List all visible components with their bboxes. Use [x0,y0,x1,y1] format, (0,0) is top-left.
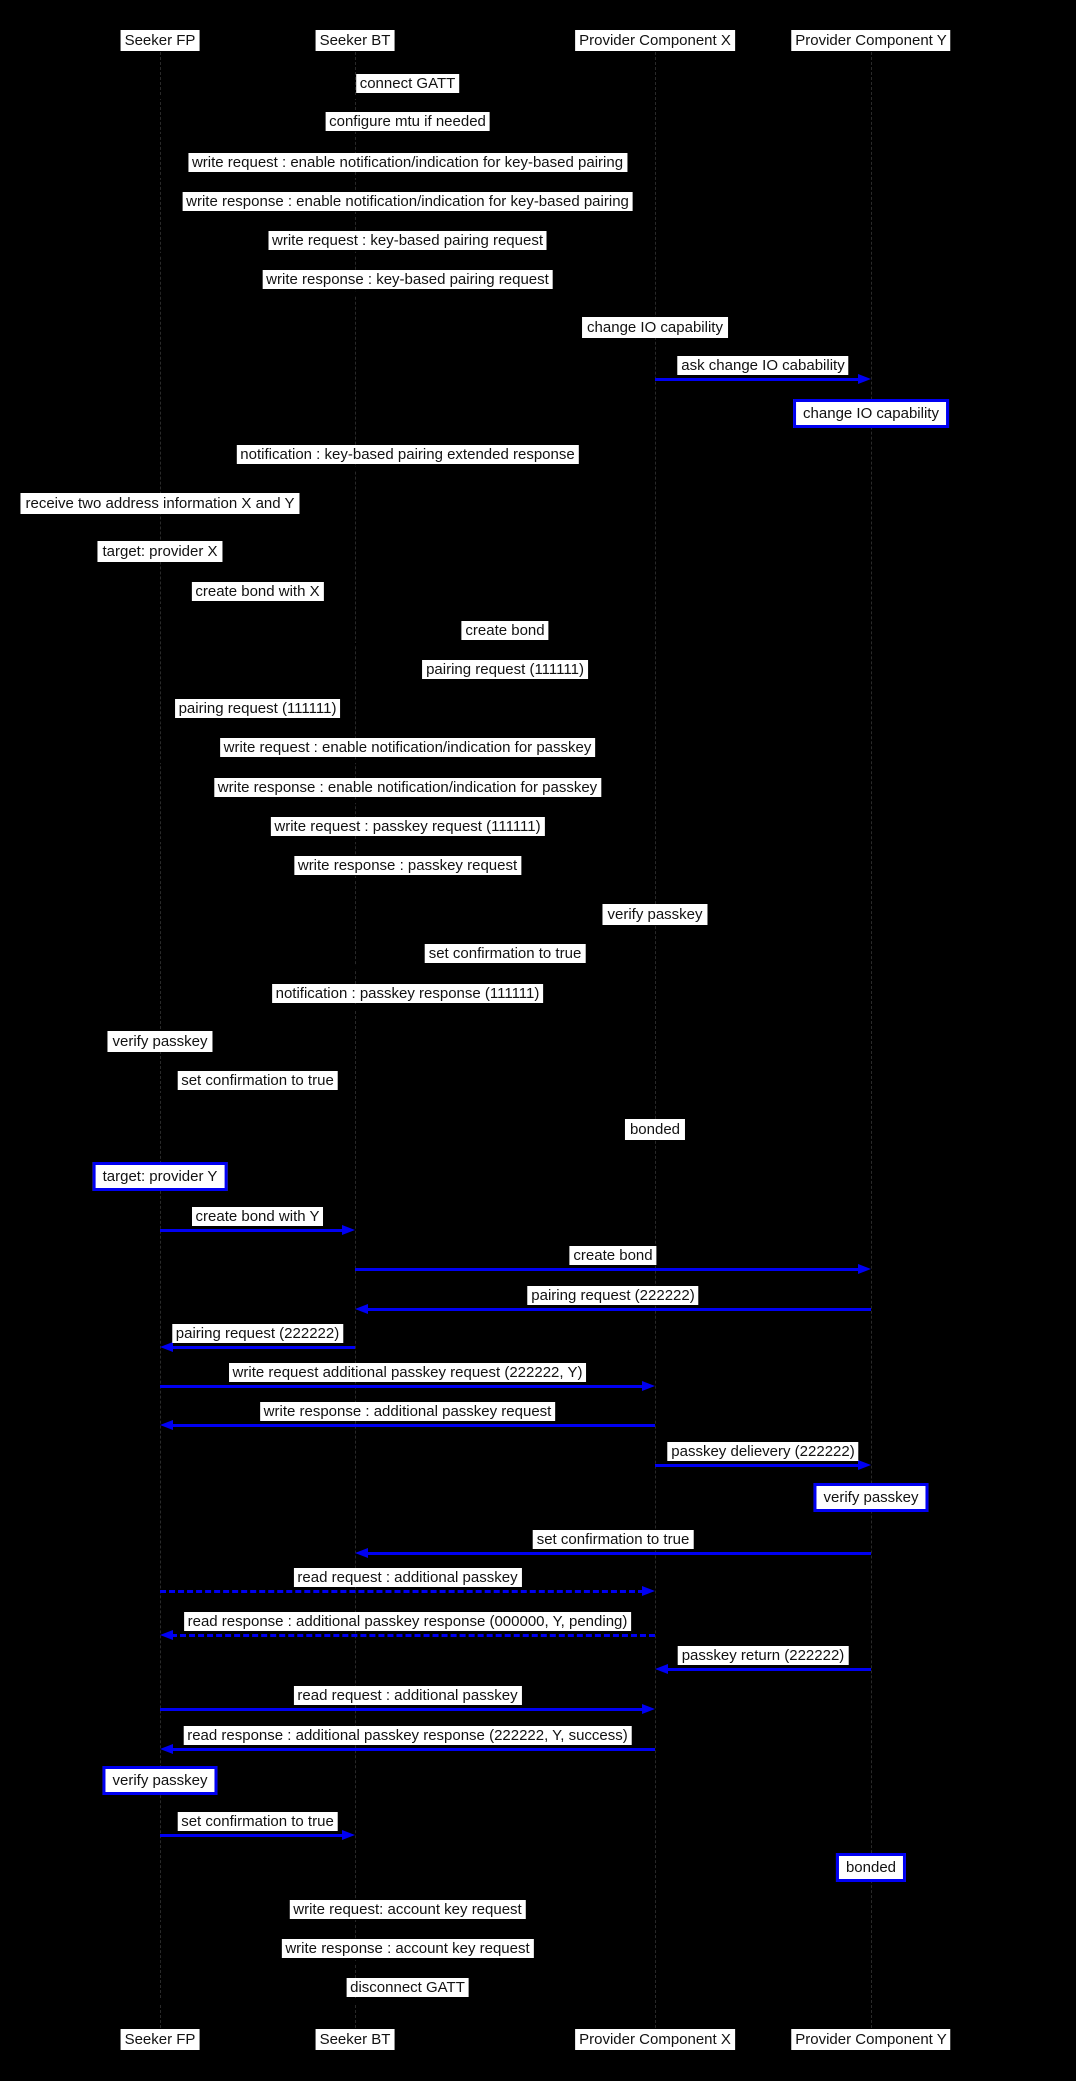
message-label-read-response-additional-passkey-response-000000-y-pending: read response : additional passkey response (000000, Y, pending) [184,1612,632,1631]
arrowhead-icon [342,1830,355,1840]
message-arrow-line [160,1922,644,1925]
arrowhead-icon [642,835,655,845]
participant-top-provider-component-x: Provider Component X [575,30,735,51]
message-arrow-line [160,1385,644,1388]
message-arrow-line [355,1268,860,1271]
arrowhead-icon [160,1420,173,1430]
message-label-set-confirmation-to-true: set confirmation to true [533,1530,694,1549]
note-verify-passkey: verify passkey [107,1031,212,1052]
message-label-notification-passkey-response-111111: notification : passkey response (111111) [272,984,544,1003]
arrowhead-icon [858,374,871,384]
message-label-set-confirmation-to-true: set confirmation to true [177,1812,338,1831]
note-target-provider-y: target: provider Y [93,1162,228,1191]
message-label-set-confirmation-to-true: set confirmation to true [425,944,586,963]
message-arrow-line [160,1590,644,1593]
arrowhead-icon [160,717,173,727]
message-label-write-request-additional-passkey-request-222222-y: write request additional passkey request (222222, Y) [229,1363,587,1382]
arrowhead-icon [160,874,173,884]
arrowhead-icon [342,1225,355,1235]
arrowhead-icon [355,1304,368,1314]
message-label-write-request-enable-notification-indication-for-key-based-pairing: write request : enable notification/indication for key-based pairing [188,153,627,172]
arrowhead-icon [642,1704,655,1714]
note-bonded: bonded [625,1119,685,1140]
message-label-disconnect-gatt: disconnect GATT [346,1978,469,1997]
message-arrow-line [160,2000,644,2003]
lifeline-provider-component-x [655,52,656,2028]
participant-top-provider-component-y: Provider Component Y [791,30,950,51]
arrowhead-icon [160,1957,173,1967]
message-arrow-line [171,1346,355,1349]
message-arrow-line [171,878,655,881]
message-arrow-line [355,966,644,969]
message-arrow-line [171,1634,655,1637]
arrowhead-icon [642,1996,655,2006]
message-arrow-line [171,1424,655,1427]
message-label-passkey-return-222222: passkey return (222222) [678,1646,849,1665]
arrowhead-icon [642,1918,655,1928]
message-label-pairing-request-222222: pairing request (222222) [527,1286,698,1305]
message-arrow-line [160,1708,644,1711]
message-label-passkey-delievery-222222: passkey delievery (222222) [667,1442,858,1461]
note-verify-passkey: verify passkey [102,1766,217,1795]
message-label-create-bond-with-x: create bond with X [191,582,323,601]
message-label-create-bond-with-y: create bond with Y [192,1207,324,1226]
participant-bottom-provider-component-x: Provider Component X [575,2029,735,2050]
message-arrow-line [355,643,644,646]
note-bonded: bonded [836,1853,906,1882]
message-label-write-response-additional-passkey-request: write response : additional passkey request [260,1402,556,1421]
participant-top-seeker-bt: Seeker BT [316,30,395,51]
message-label-write-request-enable-notification-indication-for-passkey: write request : enable notification/indication for passkey [220,738,596,757]
message-arrow-line [160,253,644,256]
lifeline-provider-component-y [871,52,872,2028]
note-change-io-capability: change IO capability [793,399,949,428]
arrowhead-icon [642,171,655,181]
message-arrow-line [171,1961,655,1964]
message-label-notification-key-based-pairing-extended-response: notification : key-based pairing extended response [236,445,578,464]
participant-bottom-seeker-fp: Seeker FP [121,2029,200,2050]
note-verify-passkey: verify passkey [602,904,707,925]
message-arrow-line [171,1748,655,1751]
arrowhead-icon [642,249,655,259]
message-arrow-line [666,1668,871,1671]
note-target-provider-x: target: provider X [97,541,222,562]
arrowhead-icon [160,1002,173,1012]
arrowhead-icon [642,756,655,766]
arrowhead-icon [160,1342,173,1352]
message-arrow-line [160,175,644,178]
message-label-read-request-additional-passkey: read request : additional passkey [293,1568,521,1587]
message-arrow-line [171,214,655,217]
message-arrow-line [160,134,644,137]
arrowhead-icon [655,1664,668,1674]
message-arrow-line [160,1834,344,1837]
arrowhead-icon [342,1089,355,1099]
message-label-write-request-passkey-request-111111: write request : passkey request (111111) [270,817,544,836]
arrowhead-icon [642,1381,655,1391]
arrowhead-icon [642,639,655,649]
message-label-write-response-account-key-request: write response : account key request [281,1939,533,1958]
message-arrow-line [160,760,644,763]
participant-bottom-seeker-bt: Seeker BT [316,2029,395,2050]
message-label-pairing-request-111111: pairing request (111111) [422,660,588,679]
message-label-create-bond: create bond [461,621,548,640]
arrowhead-icon [160,796,173,806]
message-arrow-line [171,800,655,803]
arrowhead-icon [642,1586,655,1596]
arrowhead-icon [642,92,655,102]
participant-top-seeker-fp: Seeker FP [121,30,200,51]
arrowhead-icon [160,288,173,298]
message-label-write-response-passkey-request: write response : passkey request [294,856,521,875]
arrowhead-icon [160,1744,173,1754]
arrowhead-icon [858,1460,871,1470]
arrowhead-icon [342,600,355,610]
message-label-ask-change-io-cabability: ask change IO cabability [677,356,848,375]
message-label-write-request-key-based-pairing-request: write request : key-based pairing request [268,231,547,250]
message-label-connect-gatt: connect GATT [356,74,460,93]
arrowhead-icon [160,463,173,473]
message-label-set-confirmation-to-true: set confirmation to true [177,1071,338,1090]
message-arrow-line [160,839,644,842]
message-label-read-response-additional-passkey-response-222222-y-success: read response : additional passkey response (222222, Y, success) [183,1726,632,1745]
arrowhead-icon [355,1548,368,1558]
message-label-configure-mtu-if-needed: configure mtu if needed [325,112,490,131]
message-label-read-request-additional-passkey: read request : additional passkey [293,1686,521,1705]
message-label-write-response-enable-notification-indication-for-passkey: write response : enable notification/indication for passkey [214,778,601,797]
message-arrow-line [366,682,655,685]
participant-bottom-provider-component-y: Provider Component Y [791,2029,950,2050]
message-label-write-response-key-based-pairing-request: write response : key-based pairing request [262,270,553,289]
message-arrow-line [171,721,355,724]
arrowhead-icon [858,1264,871,1274]
message-arrow-line [171,292,655,295]
message-arrow-line [160,1229,344,1232]
message-arrow-line [160,96,644,99]
note-change-io-capability: change IO capability [582,317,728,338]
message-arrow-line [366,1308,871,1311]
message-label-pairing-request-222222: pairing request (222222) [172,1324,343,1343]
message-label-pairing-request-111111: pairing request (111111) [175,699,341,718]
message-label-write-response-enable-notification-indication-for-key-based-pairing: write response : enable notification/indication for key-based pairing [182,192,633,211]
note-receive-two-address-information-x-and-y: receive two address information X and Y [20,493,299,514]
message-arrow-line [171,467,655,470]
message-arrow-line [160,604,344,607]
message-arrow-line [171,1006,655,1009]
message-arrow-line [160,1093,344,1096]
arrowhead-icon [160,210,173,220]
message-label-write-request-account-key-request: write request: account key request [289,1900,525,1919]
message-label-create-bond: create bond [569,1246,656,1265]
arrowhead-icon [642,130,655,140]
message-arrow-line [655,1464,860,1467]
arrowhead-icon [642,962,655,972]
arrowhead-icon [160,1630,173,1640]
message-arrow-line [366,1552,871,1555]
arrowhead-icon [355,678,368,688]
message-arrow-line [655,378,860,381]
note-verify-passkey: verify passkey [813,1483,928,1512]
